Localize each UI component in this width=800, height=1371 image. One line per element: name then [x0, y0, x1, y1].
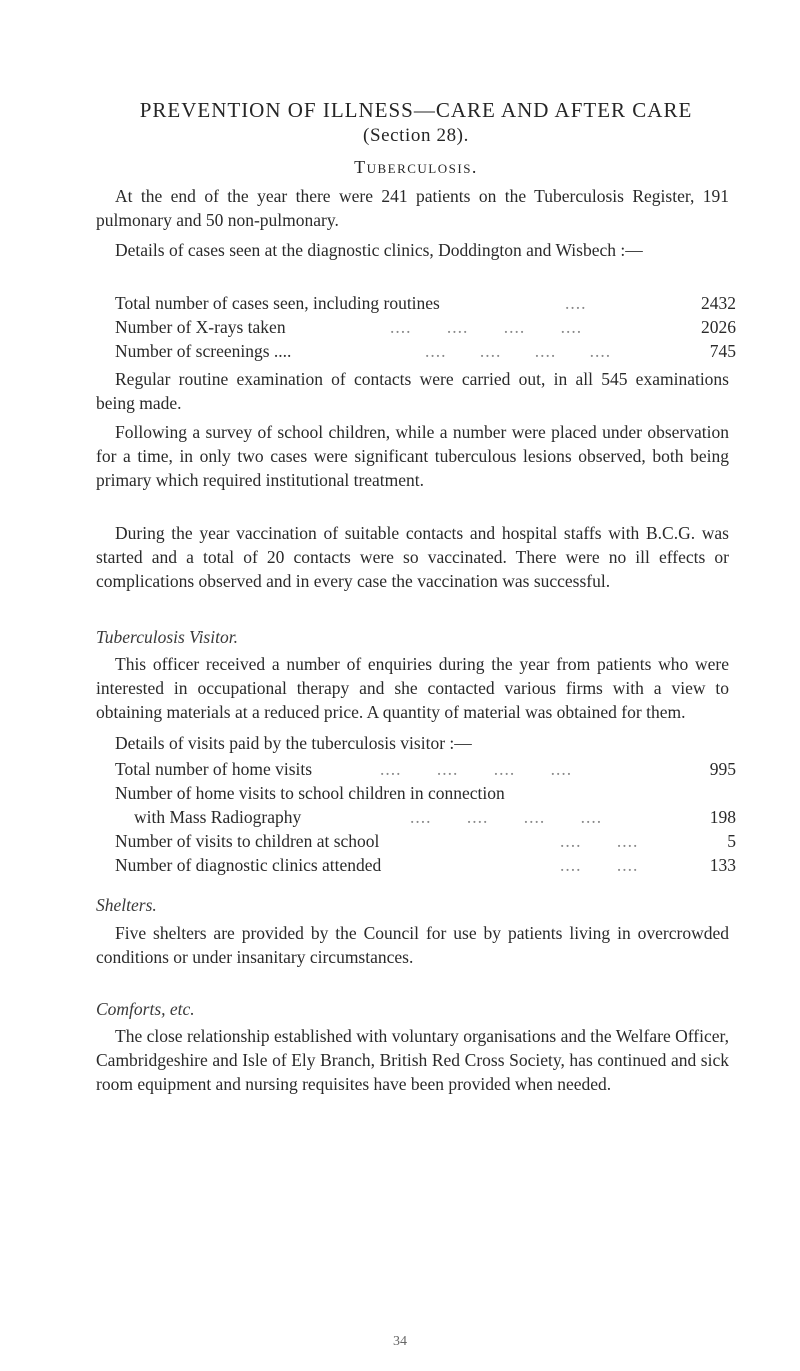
- stat-value: 133: [709, 855, 736, 875]
- leader-dots: .... .... .... ....: [390, 317, 583, 337]
- register-paragraph: At the end of the year there were 241 patients on the Tuberculosis Register, 191 pulmonary and 50 non-pulmonary.: [96, 186, 729, 230]
- comforts-paragraph: The close relationship established with voluntary organisations and the Welfare Officer, Cambridgeshire and Isle of Ely Branch, British Red Cross Society, has continued and sick room equipment and nursing requisites have been provided when needed.: [96, 1026, 729, 1094]
- leader-dots: .... .... .... ....: [380, 759, 573, 779]
- page-title: PREVENTION OF ILLNESS—CARE AND AFTER CARE: [139, 98, 693, 122]
- stat-value: 2026: [701, 317, 736, 337]
- stat-label: Total number of home visits: [115, 759, 313, 779]
- clinic-stat-row: [115, 339, 736, 363]
- shelters-subheading: Shelters.: [96, 895, 157, 915]
- stat-label: with Mass Radiography: [134, 807, 302, 827]
- visits-intro-paragraph: Details of visits paid by the tuberculosis visitor :—: [115, 733, 472, 753]
- stat-label: Number of X-rays taken: [115, 317, 286, 337]
- visit-stat-row: [115, 757, 736, 781]
- stat-label: Number of visits to children at school: [115, 831, 380, 851]
- stat-value: 995: [709, 759, 736, 779]
- visit-stat-row: [115, 805, 736, 829]
- school-survey-paragraph: Following a survey of school children, while a number were placed under observation for a time, in only two cases were significant tuberculous lesions observed, both being primary which required institutional treatment.: [96, 422, 729, 490]
- stat-value: 745: [709, 341, 736, 361]
- stat-value: 198: [709, 807, 736, 827]
- visit-stat-row: [115, 829, 736, 853]
- leader-dots: .... .... .... ....: [425, 341, 612, 361]
- stat-label: Number of diagnostic clinics attended: [115, 855, 382, 875]
- clinics-intro-paragraph: Details of cases seen at the diagnostic clinics, Doddington and Wisbech :—: [115, 240, 643, 260]
- stat-label: Total number of cases seen, including routines: [115, 293, 440, 313]
- leader-dots: .... .... .... ....: [410, 807, 603, 827]
- topic-heading: Tuberculosis.: [354, 157, 478, 177]
- vaccination-paragraph: During the year vaccination of suitable contacts and hospital staffs with B.C.G. was started and a total of 20 contacts were so vaccinated. There were no ill effects or complications observed and in every case the vaccination was successful.: [96, 523, 729, 591]
- clinic-stat-row: [115, 291, 736, 315]
- leader-dots: .... ....: [560, 831, 639, 851]
- leader-dots: ....: [565, 293, 587, 313]
- visitor-subheading: Tuberculosis Visitor.: [96, 627, 238, 647]
- contacts-paragraph: Regular routine examination of contacts were carried out, in all 545 examinations being made.: [96, 369, 729, 413]
- stat-label: Number of screenings ....: [115, 341, 292, 361]
- stat-value: 2432: [701, 293, 736, 313]
- stat-label: Number of home visits to school children in connection: [115, 783, 505, 803]
- page-number: 34: [393, 1334, 407, 1349]
- comforts-subheading: Comforts, etc.: [96, 999, 195, 1019]
- clinic-stat-row: [115, 315, 736, 339]
- visit-stat-row: [115, 853, 736, 877]
- visitor-paragraph: This officer received a number of enquiries during the year from patients who were interested in occupational therapy and she contacted various firms with a view to obtaining materials at a reduced price. A quantity of material was obtained for them.: [96, 654, 729, 722]
- leader-dots: .... ....: [560, 855, 639, 875]
- shelters-paragraph: Five shelters are provided by the Council for use by patients living in overcrowded conditions or under insanitary circumstances.: [96, 923, 729, 967]
- section-reference: (Section 28).: [363, 125, 469, 146]
- stat-value: 5: [727, 831, 736, 851]
- visit-stat-row: [115, 781, 736, 805]
